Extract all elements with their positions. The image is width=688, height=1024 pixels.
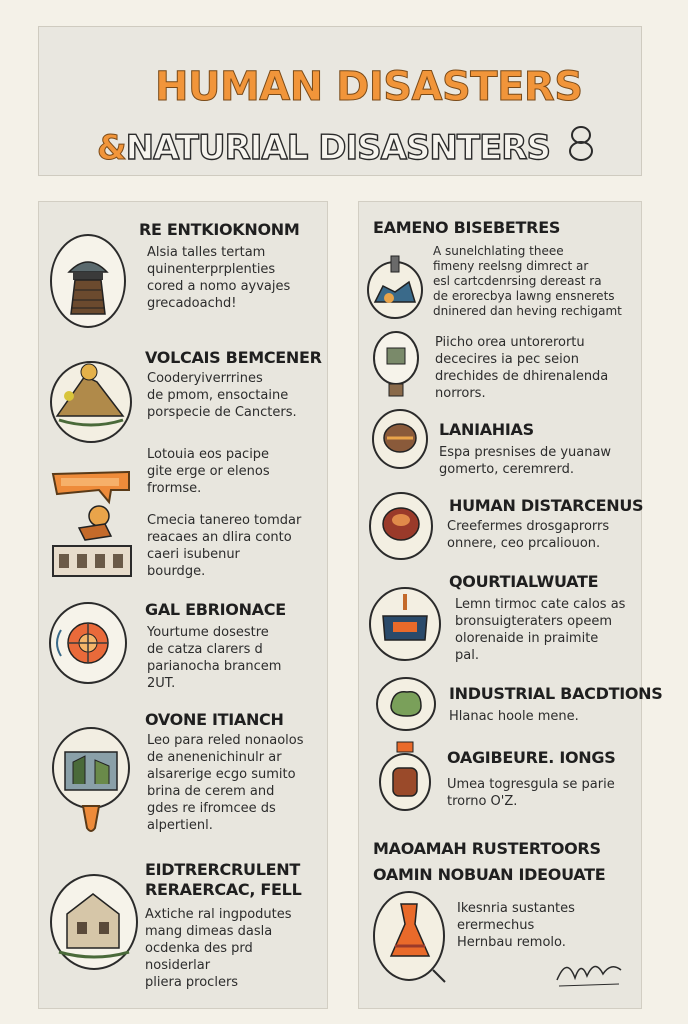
entry-title: OVONE ITIANCH bbox=[145, 710, 284, 729]
entry-title: QOURTIALWUATE bbox=[449, 572, 599, 591]
entry-text: Piicho orea untorerortu dececires ia pec seion drechides de dhirenalenda norrors. bbox=[435, 335, 609, 401]
entry-text: Lotouia eos pacipe gite erge or elenos frormse. bbox=[147, 447, 270, 496]
entry-text: Umea togresgula se parie trorno O'Z. bbox=[447, 777, 615, 809]
entry-text: Lemn tirmoc cate calos as bronsuigteraters opeem olorenaide in praimite pal. bbox=[455, 597, 626, 663]
entry-text: Alsia talles tertam quinenterprplenties cored a nomo ayvajes grecadoachd! bbox=[147, 245, 291, 311]
title-line-1: HUMAN DISASTERS bbox=[155, 64, 583, 110]
entry-text: Creefermes drosgaprorrs onnere, ceo prcaliouon. bbox=[447, 519, 610, 551]
warning-sign-icon bbox=[367, 582, 443, 662]
entry-title: VOLCAIS BEMCENER bbox=[145, 348, 322, 367]
entry-text: Yourtume dosestre de catza clarers d parianocha brancem 2UT. bbox=[147, 625, 282, 691]
observatory-tower-icon bbox=[49, 232, 127, 330]
entry-title: LANIAHIAS bbox=[439, 420, 534, 439]
fire-wheel-icon bbox=[47, 600, 129, 686]
landslide-icon bbox=[371, 408, 429, 470]
entry-text: Ikesnria sustantes erermechus Hernbau remolo. bbox=[457, 901, 575, 950]
collapsed-building-icon bbox=[49, 502, 135, 582]
title-line-2 bbox=[97, 128, 550, 168]
entry-text: Espa presnises de yuanaw gomerto, ceremrerd. bbox=[439, 445, 612, 477]
entry-title: GAL EBRIONACE bbox=[145, 600, 286, 619]
entry-title: HUMAN DISTARCENUS bbox=[449, 496, 644, 515]
entry-title: INDUSTRIAL BACDTIONS bbox=[449, 684, 663, 703]
entry-title: RE ENTKIOKNONM bbox=[139, 220, 300, 239]
right-column-panel bbox=[358, 201, 663, 1009]
entry-text: Leo para reled nonaolos de anenenichinulr ar alsarerige ecgo sumito brina de cerem and gdes re ifromcee ds alpertienl. bbox=[147, 733, 304, 833]
entry-text: Cmecia tanereo tomdar reacaes an dlira conto caeri isubenur bourdge. bbox=[147, 513, 302, 579]
left-column-panel bbox=[38, 201, 328, 1009]
factory-scene-icon bbox=[365, 252, 425, 320]
header-panel bbox=[38, 26, 642, 176]
artist-signature bbox=[553, 950, 625, 994]
chemical-jar-icon bbox=[377, 738, 433, 812]
knot-ornament-icon bbox=[563, 123, 599, 163]
entry-title: EAMENO BISEBETRES bbox=[373, 218, 561, 237]
oil-drum-icon bbox=[367, 490, 435, 562]
title-ampersand: & bbox=[97, 128, 126, 168]
toxic-cloud-icon bbox=[375, 676, 437, 732]
entry-text: A sunelchlating theee fimeny reelsng dimrect ar esl cartcdenrsing dereast ra de erorecbya lawng ensnerets dninered dan heving rechigamt bbox=[433, 244, 622, 318]
entry-text: Cooderyiverrrines de pmom, ensoctaine porspecie de Cancters. bbox=[147, 371, 297, 420]
entry-title: OAGIBEURE. IONGS bbox=[447, 748, 616, 767]
title-line-2-text: NATURIAL DISASNTERS bbox=[125, 128, 550, 168]
flood-tree-icon bbox=[51, 722, 131, 834]
entry-text: Hlanac hoole mene. bbox=[449, 709, 579, 724]
ruined-house-icon bbox=[49, 872, 139, 972]
entry-text: Axtiche ral ingpodutes mang dimeas dasla ocdenka des prd nosiderlar pliera proclers bbox=[145, 907, 292, 990]
lightbulb-icon bbox=[371, 328, 421, 404]
volcano-scene-icon bbox=[45, 352, 137, 444]
entry-title: EIDTRERCRULENT RERAERCAC, FELL bbox=[145, 860, 302, 899]
entry-title: MAOAMAH RUSTERTOORS OAMIN NOBUAN IDEOUATE bbox=[373, 839, 606, 884]
hazard-flask-icon bbox=[371, 890, 451, 986]
